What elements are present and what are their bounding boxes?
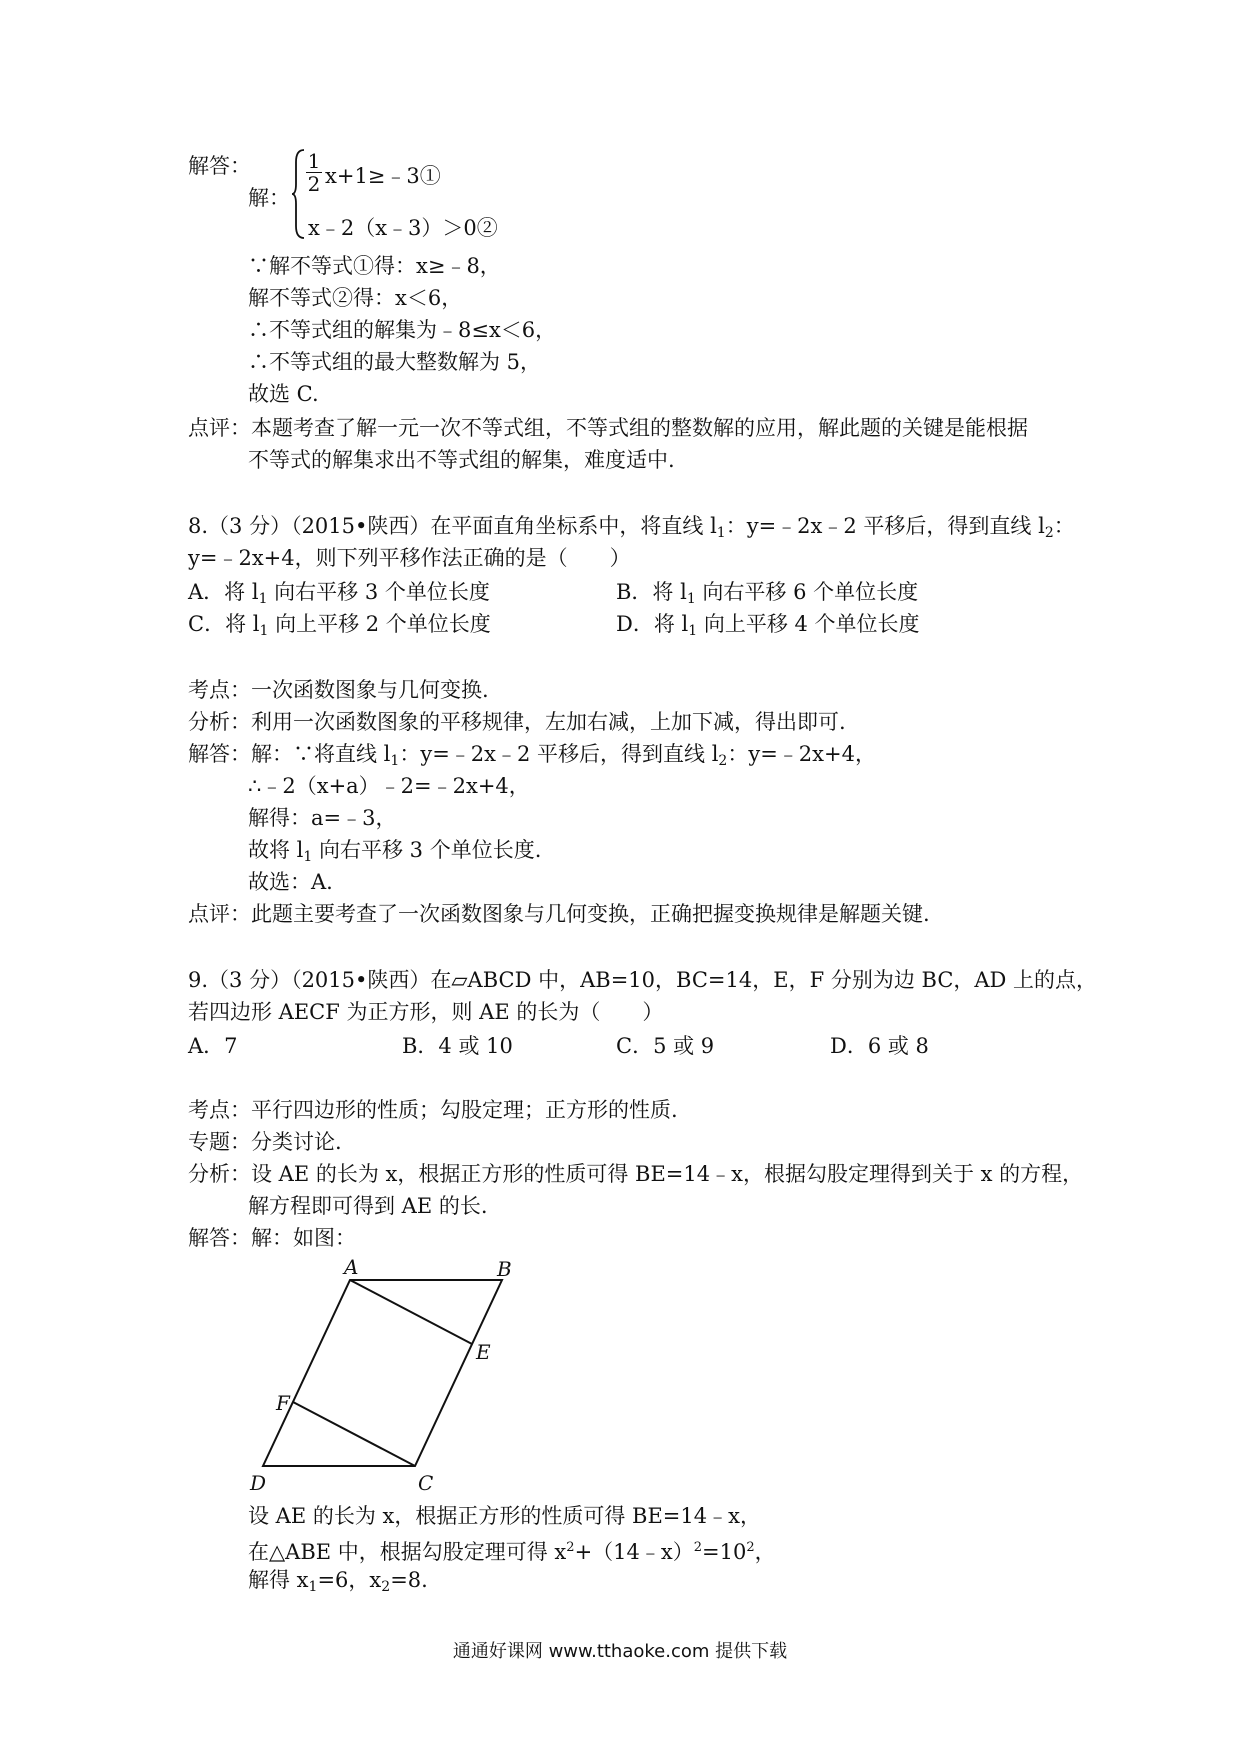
q7-step-1: ∵解不等式①得：x≥﹣8， bbox=[248, 254, 501, 278]
q8-comment bbox=[188, 900, 930, 928]
q8-stem-text: 8.（3 分）（2015•陕西）在平面直角坐标系中，将直线 l bbox=[188, 514, 717, 538]
q9-answer-line-2 bbox=[248, 1534, 776, 1566]
q7-step-3: ∴不等式组的解集为﹣8≤x＜6， bbox=[248, 318, 557, 342]
q9-option-b: B．4 或 10 bbox=[402, 1034, 513, 1058]
q8-answer-label: 解答： bbox=[188, 742, 251, 766]
q9-zhuanti-label: 专题： bbox=[188, 1130, 251, 1154]
q9-kaodian bbox=[188, 1096, 678, 1124]
q8-fenxi-text: 利用一次函数图象的平移规律，左加右减，上加下减，得出即可. bbox=[251, 710, 846, 734]
q8-answer-line-2: ∴﹣2（x+a）﹣2=﹣2x+4， bbox=[248, 774, 530, 798]
subscript: 2 bbox=[1044, 525, 1054, 541]
superscript: 2 bbox=[693, 1540, 703, 1555]
subscript: 1 bbox=[258, 591, 268, 607]
answer-text: 解：∵将直线 l bbox=[251, 742, 391, 766]
vertex-label-f: F bbox=[276, 1391, 290, 1415]
subscript: 2 bbox=[381, 1579, 391, 1595]
subscript: 1 bbox=[686, 591, 696, 607]
superscript: 2 bbox=[746, 1540, 755, 1555]
answer-text: +（14﹣x） bbox=[574, 1540, 694, 1564]
option-text: 向上平移 2 个单位长度 bbox=[268, 612, 491, 636]
subscript: 2 bbox=[718, 753, 728, 769]
q9-answer-line-3 bbox=[248, 1566, 428, 1601]
vertex-label-b: B bbox=[497, 1257, 512, 1281]
q8-answer-line-5: 故选：A. bbox=[248, 870, 333, 894]
q8-answer-line-3: 解得：a=﹣3， bbox=[248, 806, 397, 830]
system-brace bbox=[292, 148, 306, 240]
q9-zhuanti-text: 分类讨论. bbox=[251, 1130, 342, 1154]
q8-kaodian bbox=[188, 676, 489, 704]
q7-comment-line-1: 本题考查了解一元一次不等式组，不等式组的整数解的应用，解此题的关键是能根据 bbox=[251, 416, 1028, 440]
q9-answer-label: 解答： bbox=[188, 1226, 251, 1250]
subscript: 1 bbox=[390, 753, 400, 769]
q8-stem-text: ：y=﹣2x﹣2 平移后，得到直线 l bbox=[725, 514, 1045, 538]
q8-answer-line-1 bbox=[188, 740, 876, 775]
q9-stem-line-2: 若四边形 AECF 为正方形，则 AE 的长为（ ） bbox=[188, 1000, 664, 1024]
q9-fenxi-label: 分析： bbox=[188, 1162, 251, 1186]
eq1-fraction bbox=[305, 150, 323, 195]
q9-stem-line-1: 9.（3 分）（2015•陕西）在▱ABCD 中，AB=10，BC=14，E，F 分别为边 BC，AD 上的点， bbox=[188, 968, 1098, 992]
option-text: D．将 l bbox=[616, 612, 689, 636]
fraction-numerator: 1 bbox=[307, 149, 321, 173]
q7-solution-label: 解： bbox=[248, 186, 290, 210]
q7-answer-label: 解答： bbox=[188, 154, 251, 178]
q9-zhuanti bbox=[188, 1128, 342, 1156]
q8-stem-text: ： bbox=[1053, 514, 1075, 538]
q9-answer-intro: 解：如图： bbox=[251, 1226, 356, 1250]
segment-fc bbox=[293, 1402, 415, 1466]
q7-step-5: 故选 C. bbox=[248, 382, 319, 406]
subscript: 1 bbox=[303, 849, 313, 865]
answer-text: ：y=﹣2x+4， bbox=[727, 742, 876, 766]
vertex-label-d: D bbox=[250, 1471, 267, 1495]
q9-fenxi bbox=[188, 1160, 1083, 1188]
q8-option-c bbox=[188, 610, 491, 645]
vertex-label-c: C bbox=[418, 1471, 434, 1495]
q9-fenxi-line-1: 设 AE 的长为 x，根据正方形的性质可得 BE=14﹣x，根据勾股定理得到关于 x 的方程， bbox=[251, 1162, 1084, 1186]
subscript: 1 bbox=[688, 623, 698, 639]
q8-option-d bbox=[616, 610, 920, 645]
q8-comment-label: 点评： bbox=[188, 902, 251, 926]
vertex-label-a: A bbox=[344, 1255, 359, 1279]
answer-text: =6，x bbox=[317, 1568, 382, 1592]
q9-option-d: D．6 或 8 bbox=[830, 1034, 929, 1058]
q8-fenxi-label: 分析： bbox=[188, 710, 251, 734]
q8-option-a bbox=[188, 578, 490, 613]
answer-text: 解得 x bbox=[248, 1568, 309, 1592]
superscript: 2 bbox=[566, 1540, 575, 1555]
answer-text: 故将 l bbox=[248, 838, 304, 862]
fraction-denominator: 2 bbox=[307, 172, 321, 196]
answer-text: 在△ABE 中，根据勾股定理可得 x bbox=[248, 1540, 567, 1564]
q8-fenxi bbox=[188, 708, 846, 736]
q9-kaodian-label: 考点： bbox=[188, 1098, 251, 1122]
answer-text: ， bbox=[754, 1540, 776, 1564]
q9-option-a: A．7 bbox=[188, 1034, 238, 1058]
q8-kaodian-text: 一次函数图象与几何变换. bbox=[251, 678, 489, 702]
q7-step-2: 解不等式②得：x＜6， bbox=[248, 286, 463, 310]
q7-step-4: ∴不等式组的最大整数解为 5， bbox=[248, 350, 542, 374]
subscript: 1 bbox=[716, 525, 726, 541]
q8-stem-line-2: y=﹣2x+4，则下列平移作法正确的是（ ） bbox=[188, 546, 631, 570]
q8-kaodian-label: 考点： bbox=[188, 678, 251, 702]
q9-fenxi-line-2: 解方程即可得到 AE 的长. bbox=[248, 1194, 488, 1218]
q7-comment-label: 点评： bbox=[188, 416, 251, 440]
q7-comment-line-2: 不等式的解集求出不等式组的解集，难度适中. bbox=[248, 448, 675, 472]
q8-answer-line-4 bbox=[248, 836, 541, 871]
answer-text: 向右平移 3 个单位长度. bbox=[312, 838, 542, 862]
subscript: 1 bbox=[308, 1579, 318, 1595]
page-footer: 通通好课网 www.tthaoke.com 提供下载 bbox=[452, 1641, 788, 1662]
q9-answer-line-1: 设 AE 的长为 x，根据正方形的性质可得 BE=14﹣x， bbox=[248, 1504, 761, 1528]
q9-kaodian-text: 平行四边形的性质；勾股定理；正方形的性质. bbox=[251, 1098, 678, 1122]
q7-comment bbox=[188, 414, 1028, 442]
q9-answer bbox=[188, 1224, 356, 1252]
subscript: 1 bbox=[259, 623, 269, 639]
parallelogram-figure bbox=[240, 1250, 540, 1500]
option-text: 向右平移 3 个单位长度 bbox=[267, 580, 490, 604]
segment-ae bbox=[350, 1280, 472, 1344]
vertex-label-e: E bbox=[476, 1340, 491, 1364]
answer-text: =10 bbox=[702, 1540, 747, 1564]
answer-text: ：y=﹣2x﹣2 平移后，得到直线 l bbox=[399, 742, 719, 766]
option-text: A．将 l bbox=[188, 580, 259, 604]
option-text: 向上平移 4 个单位长度 bbox=[697, 612, 920, 636]
q8-stem-line-1 bbox=[188, 512, 1075, 547]
inequality-1: x+1≥﹣3① bbox=[325, 164, 441, 188]
q9-option-c: C．5 或 9 bbox=[616, 1034, 715, 1058]
inequality-2: x﹣2（x﹣3）＞0② bbox=[308, 216, 498, 240]
parallelogram-abcd bbox=[263, 1280, 502, 1466]
answer-text: =8. bbox=[390, 1568, 428, 1592]
option-text: B．将 l bbox=[616, 580, 687, 604]
q8-comment-text: 此题主要考查了一次函数图象与几何变换，正确把握变换规律是解题关键. bbox=[251, 902, 930, 926]
option-text: C．将 l bbox=[188, 612, 260, 636]
option-text: 向右平移 6 个单位长度 bbox=[695, 580, 919, 604]
q8-option-b bbox=[616, 578, 918, 613]
